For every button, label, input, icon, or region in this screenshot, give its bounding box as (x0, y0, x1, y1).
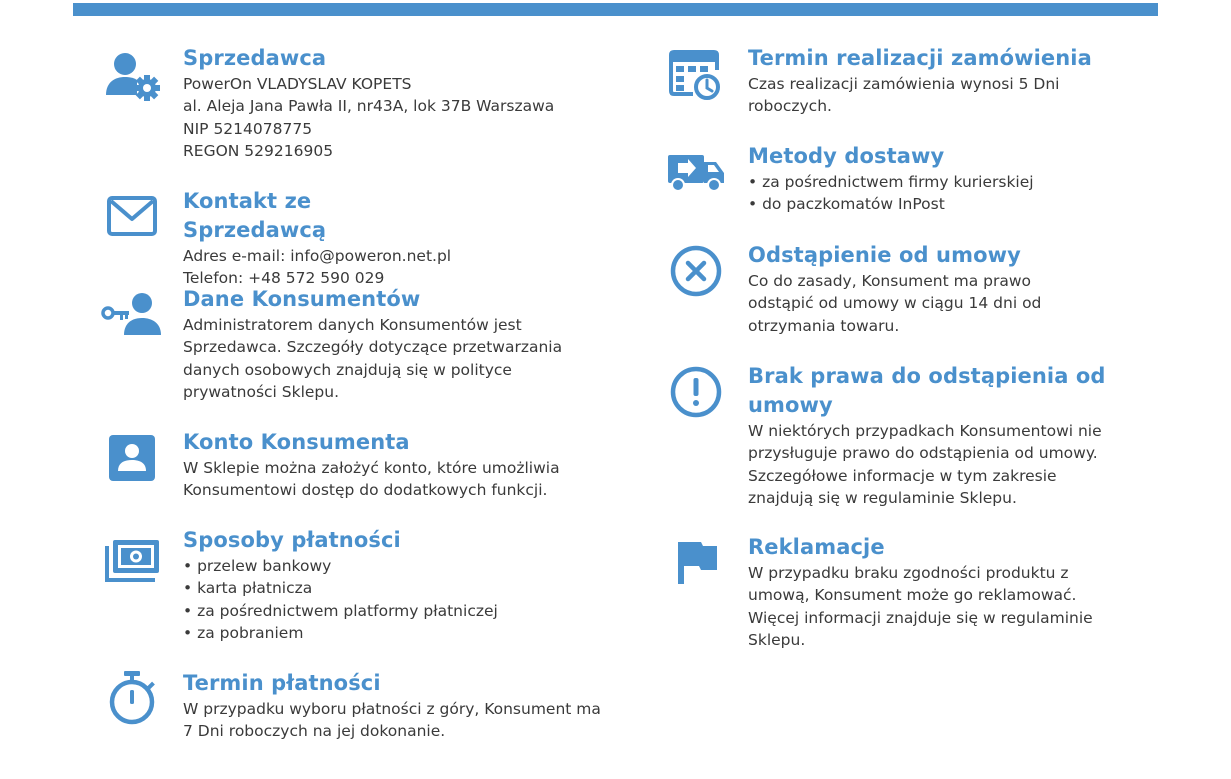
key-user-icon (101, 284, 163, 346)
payment-method-item: • za pobraniem (183, 623, 304, 642)
payment-method-item: • karta płatnicza (183, 579, 313, 598)
payment-methods-title: Sposoby płatności (183, 528, 401, 552)
delivery-method-item: • za pośrednictwem firmy kurierskiej (748, 173, 1034, 191)
stopwatch-icon (101, 668, 163, 730)
no-withdrawal-text: W niektórych przypadkach Konsumentowi nie przysługuje prawo do odstąpienia od umowy. Szczegółowe informacje w tym zakresie znajdują się w regulaminie Sklepu. (748, 422, 1102, 507)
complaints-text: W przypadku braku zgodności produktu z umową, Konsument może go reklamować. Więcej informacji znajduje się w regulaminie Sklepu. (748, 564, 1093, 649)
no-withdrawal-title: Brak prawa do odstąpienia od umowy (748, 364, 1106, 417)
payment-term-text: W przypadku wyboru płatności z góry, Konsument ma 7 Dni roboczych na jej dokonanie. (183, 700, 601, 741)
seller-name: PowerOn VLADYSLAV KOPETS (183, 75, 412, 93)
circle-x-icon (665, 240, 727, 302)
money-icon (101, 530, 163, 592)
payment-method-item: • za pośrednictwem platformy płatniczej (183, 601, 498, 620)
exclamation-circle-icon (665, 361, 727, 423)
payment-term-title: Termin płatności (183, 671, 381, 695)
contact-title: Kontakt ze Sprzedawcą (183, 189, 327, 242)
delivery-method-item: • do paczkomatów InPost (748, 195, 945, 214)
payment-method-item: • przelew bankowy (183, 557, 332, 575)
consumer-data-text: Administratorem danych Konsumentów jest Sprzedawca. Szczegóły dotyczące przetwarzania danych osobowych znajdują się w polityce prywatności Sklepu. (183, 316, 563, 401)
delivery-title: Metody dostawy (748, 144, 945, 168)
complaints-title: Reklamacje (748, 535, 885, 559)
seller-regon: REGON 529216905 (183, 141, 334, 160)
account-card-icon (101, 427, 163, 489)
flag-icon (665, 532, 727, 594)
account-title: Konto Konsumenta (183, 430, 410, 454)
account-text: W Sklepie można założyć konto, które umożliwia Konsumentowi dostęp do dodatkowych funkcji. (183, 459, 560, 500)
seller-address: al. Aleja Jana Pawła II, nr43A, lok 37B Warszawa (183, 97, 555, 116)
calendar-clock-icon (665, 44, 727, 106)
consumer-data-title: Dane Konsumentów (183, 287, 421, 311)
user-gear-icon (101, 47, 163, 109)
contact-email: Adres e-mail: info@poweron.net.pl (183, 247, 452, 265)
seller-nip: NIP 5214078775 (183, 119, 313, 138)
truck-icon (665, 142, 727, 204)
fulfillment-text: Czas realizacji zamówienia wynosi 5 Dni roboczych. (748, 75, 1060, 116)
withdrawal-title: Odstąpienie od umowy (748, 243, 1021, 267)
seller-title: Sprzedawca (183, 46, 327, 70)
top-accent-bar (73, 3, 1158, 16)
contact-phone: Telefon: +48 572 590 029 (183, 269, 385, 288)
envelope-icon (101, 186, 163, 248)
withdrawal-text: Co do zasady, Konsument ma prawo odstąpić od umowy w ciągu 14 dni od otrzymania towaru. (748, 272, 1042, 335)
fulfillment-title: Termin realizacji zamówienia (748, 46, 1092, 70)
